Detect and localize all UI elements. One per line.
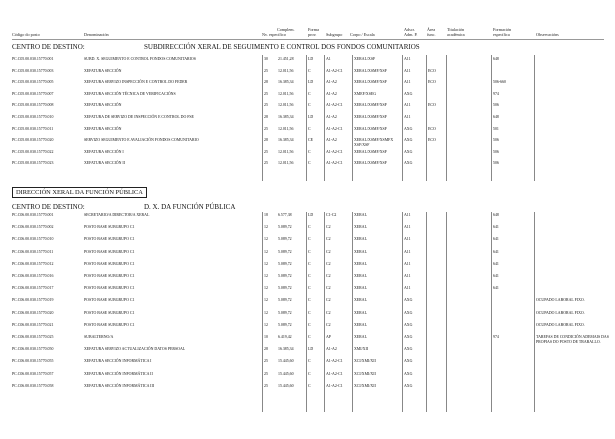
cell-adm: AXG xyxy=(404,138,413,143)
cell-fp: C xyxy=(308,359,311,364)
cell-adm: AXG xyxy=(404,371,413,376)
cell-corpo: XMEF/XSEG xyxy=(354,91,377,96)
cell-nv: 28 xyxy=(264,138,268,143)
header-forma: Forma xyxy=(308,27,319,32)
table-row xyxy=(0,69,615,78)
cell-form: 506 xyxy=(493,103,499,108)
cell-cod: PC.C06.00.030.15770.057 xyxy=(12,371,54,376)
cell-form: 641 xyxy=(493,225,499,230)
cell-adm: A11 xyxy=(404,115,411,119)
cell-fp: C xyxy=(308,335,311,339)
cell-sg: A1-A2-C1 xyxy=(326,68,343,73)
cell-den: POSTO BASE SUBGRUPO C1 xyxy=(84,310,135,315)
column-divider xyxy=(446,212,447,412)
cell-adm: AXG xyxy=(404,383,413,388)
column-divider xyxy=(402,212,403,412)
cell-fp: C xyxy=(308,149,311,154)
cell-fp: C xyxy=(308,286,311,291)
cell-cod: PC.C05.00.030.15770.008 xyxy=(12,103,54,108)
cell-nv: 28 xyxy=(264,80,268,85)
table-row xyxy=(0,115,615,124)
cell-corpo: XERAL xyxy=(354,213,367,217)
table-row xyxy=(0,161,615,170)
table-row xyxy=(0,274,615,283)
cell-fp: C xyxy=(308,161,311,166)
header-prov: prov. xyxy=(308,32,317,37)
cell-sg: C2 xyxy=(326,298,331,303)
cell-sg: C1-C2 xyxy=(326,213,337,217)
cell-den: XEFATURA SECCIÓN INFORMÁTICA II xyxy=(84,371,153,376)
cell-sg: A1-A2-C1 xyxy=(326,371,343,376)
cell-fp: CE xyxy=(308,138,313,143)
header-complem: Complem. xyxy=(277,27,295,32)
table-row xyxy=(0,225,615,234)
table-row xyxy=(0,323,615,332)
cell-nv: 12 xyxy=(264,237,268,242)
cell-corpo: XERAL/XSMF/XSF xyxy=(354,103,387,108)
cell-comp: 5.089,72 xyxy=(278,274,292,278)
cell-den: XEFATURA SECCIÓN xyxy=(84,103,122,108)
cell-den: SERVIZO SEGUIMENTO E AVALIACIÓN FONDOS COMUNITARIO xyxy=(84,138,199,143)
cell-cod: PC.C05.00.030.15770.007 xyxy=(12,91,54,96)
cell-form: 641 xyxy=(493,261,499,266)
cell-den: POSTO BASE SUBGRUPO C1 xyxy=(84,225,135,230)
cell-fp: LD xyxy=(308,213,314,217)
header-observacions: Observacións xyxy=(536,32,559,37)
cell-nv: 12 xyxy=(264,286,268,291)
cell-form: 648 xyxy=(493,57,499,61)
cell-form: 501 xyxy=(493,126,499,131)
cell-corpo: XERAL xyxy=(354,274,367,278)
cell-comp: 15.445,60 xyxy=(278,359,294,364)
cell-cod: PC.C06.00.030.15770.016 xyxy=(12,274,54,278)
cell-nv: 30 xyxy=(264,57,268,61)
cell-corpo: XCI/XMI/XII xyxy=(354,371,376,376)
cell-sg: C2 xyxy=(326,322,331,327)
cell-corpo: XERAL xyxy=(354,249,367,254)
cell-form: 506 xyxy=(493,138,499,143)
cell-sg: A1-A2-C1 xyxy=(326,383,343,388)
column-divider xyxy=(491,55,492,181)
table-row xyxy=(0,372,615,381)
cell-cod: PC.C05.00.030.15770.020 xyxy=(12,138,54,143)
cell-obs: OCUPADO LABORAL FIXO. xyxy=(536,322,585,327)
cell-sg: A1-A2-C1 xyxy=(326,126,343,131)
cell-area: ECO xyxy=(428,138,436,143)
cell-sg: C2 xyxy=(326,249,331,254)
cell-comp: 16.385,34 xyxy=(278,347,294,352)
cell-corpo: XERAL xyxy=(354,335,367,339)
cell-comp: 16.385,34 xyxy=(278,138,294,143)
cell-den: POSTO BASE SUBGRUPO C1 xyxy=(84,298,135,303)
cell-den: POSTO BASE SUBGRUPO C1 xyxy=(84,286,135,291)
cell-comp: 15.445,60 xyxy=(278,371,294,376)
cell-cod: PC.C05.00.030.15770.023 xyxy=(12,161,54,166)
cell-cod: PC.C06.00.030.15770.058 xyxy=(12,383,54,388)
cell-adm: A11 xyxy=(404,213,411,217)
cell-adm: A11 xyxy=(404,274,411,278)
cell-fp: LD xyxy=(308,80,314,85)
cell-fp: C xyxy=(308,103,311,108)
cell-adm: AXG xyxy=(404,322,413,327)
cell-fp: C xyxy=(308,274,311,278)
table-row xyxy=(0,262,615,271)
cell-corpo: XCI/XMI/XII xyxy=(354,383,376,388)
cell-adm: AXG xyxy=(404,149,413,154)
cell-den: XEFATURA SECCIÓN TÉCNICA DE VERIFICACIÓNS xyxy=(84,91,176,96)
cell-comp: 16.385,34 xyxy=(278,115,294,119)
cell-form: 641 xyxy=(493,249,499,254)
cell-sg: A1-A2 xyxy=(326,115,337,119)
cell-den: XEFATURA SECCIÓN I xyxy=(84,149,124,154)
cell-comp: 12.011,56 xyxy=(278,91,294,96)
column-divider xyxy=(491,212,492,412)
cell-form: 648 xyxy=(493,213,499,217)
cell-adm: A11 xyxy=(404,249,411,254)
cell-form: 648 xyxy=(493,115,499,119)
cell-cod: PC.C06.00.030.15770.021 xyxy=(12,322,54,327)
cell-adm: A11 xyxy=(404,237,411,242)
table-row xyxy=(0,298,615,307)
column-divider xyxy=(534,55,535,181)
cell-cod: PC.C06.00.030.15770.012 xyxy=(12,261,54,266)
cell-corpo: XERAL xyxy=(354,310,367,315)
cell-sg: C2 xyxy=(326,310,331,315)
cell-den: SUBALTERNO/A xyxy=(84,335,114,339)
table-row xyxy=(0,103,615,112)
table-row xyxy=(0,311,615,320)
cell-den: POSTO BASE SUBGRUPO C1 xyxy=(84,322,135,327)
cell-cod: PC.C05.00.030.15770.003 xyxy=(12,68,54,73)
cell-form: 974 xyxy=(493,335,499,339)
cell-corpo: XERAL xyxy=(354,298,367,303)
column-divider xyxy=(426,55,427,181)
table-row xyxy=(0,138,615,147)
cell-nv: 25 xyxy=(264,371,268,376)
cell-cod: PC.C06.00.030.15770.011 xyxy=(12,249,54,254)
cell-adm: A11 xyxy=(404,286,411,291)
cell-adm: A11 xyxy=(404,57,411,61)
cell-adm: AXG xyxy=(404,161,413,166)
header-adm-p: Adm. P. xyxy=(404,32,418,37)
header-codigo: Código do posto xyxy=(12,32,40,37)
column-divider xyxy=(306,55,307,181)
header-nv-especifico: Nv. específico xyxy=(262,32,286,37)
header-academica: académica xyxy=(447,32,465,37)
cell-corpo: XERAL/XSMF/XSF xyxy=(354,161,387,166)
cell-comp: 12.011,56 xyxy=(278,149,294,154)
cell-corpo: XERAL xyxy=(354,261,367,266)
centro-destino-title: SUBDIRECCIÓN XERAL DE SEGUIMENTO E CONTROL DOS FONDOS COMUNITARIOS xyxy=(144,43,420,51)
cell-corpo: XMI/XII xyxy=(354,347,369,352)
cell-adm: A11 xyxy=(404,261,411,266)
cell-form: 641 xyxy=(493,237,499,242)
cell-adm: A11 xyxy=(404,80,411,85)
cell-nv: 25 xyxy=(264,149,268,154)
cell-corpo: XERAL xyxy=(354,237,367,242)
cell-fp: C xyxy=(308,310,311,315)
cell-nv: 12 xyxy=(264,225,268,230)
cell-cod: PC.C05.00.030.15770.001 xyxy=(12,57,54,61)
cell-nv: 12 xyxy=(264,310,268,315)
cell-nv: 25 xyxy=(264,103,268,108)
cell-cod: PC.C05.00.030.15770.010 xyxy=(12,115,54,119)
cell-form: 974 xyxy=(493,91,499,96)
header-func: func. xyxy=(427,32,436,37)
cell-fp: C xyxy=(308,68,311,73)
header-subgrupo: Subgrupo xyxy=(326,32,343,37)
cell-comp: 5.089,72 xyxy=(278,322,292,327)
cell-cod: PC.C06.00.030.15770.025 xyxy=(12,335,54,339)
cell-cod: PC.C05.00.030.15770.022 xyxy=(12,149,54,154)
cell-fp: LD xyxy=(308,347,314,352)
cell-comp: 6.577,38 xyxy=(278,213,292,217)
header-especifica: específica xyxy=(493,32,510,37)
cell-sg: C2 xyxy=(326,274,331,278)
cell-adm: AXG xyxy=(404,359,413,364)
column-divider xyxy=(262,55,263,181)
cell-den: SUBD. X. SEGUIMENTO E CONTROL FONDOS COMUNITARIOS xyxy=(84,57,196,61)
cell-cod: PC.C06.00.030.15770.050 xyxy=(12,347,54,352)
centro-destino-label: CENTRO DE DESTINO: xyxy=(12,43,85,51)
cell-corpo: XERAL xyxy=(354,286,367,291)
cell-den: XEFATURA SECCIÓN INFORMÁTICA I xyxy=(84,359,152,364)
cell-nv: 25 xyxy=(264,161,268,166)
cell-adm: AXG xyxy=(404,335,413,339)
cell-den: XEFATURA SECCIÓN xyxy=(84,126,122,131)
header-formacion: Formación xyxy=(493,27,512,32)
column-divider xyxy=(402,55,403,181)
cell-nv: 12 xyxy=(264,298,268,303)
cell-nv: 25 xyxy=(264,91,268,96)
table-row xyxy=(0,57,615,66)
cell-adm: AXG xyxy=(404,91,413,96)
column-divider xyxy=(534,212,535,412)
header-adscr: Adscr. xyxy=(404,27,415,32)
cell-obs: OCUPADO LABORAL FIXO. xyxy=(536,310,585,315)
header-corpo-escala: Corpo / Escala xyxy=(350,32,375,37)
cell-cod: PC.C05.00.030.15770.011 xyxy=(12,126,54,131)
cell-sg: C2 xyxy=(326,286,331,291)
table-row xyxy=(0,92,615,101)
cell-nv: 18 xyxy=(264,213,268,217)
cell-comp: 5.089,72 xyxy=(278,249,292,254)
table-row xyxy=(0,213,615,222)
cell-den: POSTO BASE SUBGRUPO C1 xyxy=(84,274,135,278)
column-divider xyxy=(446,55,447,181)
cell-nv: 12 xyxy=(264,274,268,278)
cell-sg: A1-A2 xyxy=(326,347,337,352)
column-divider xyxy=(324,212,325,412)
centro-destino-label: CENTRO DE DESTINO: xyxy=(12,203,85,211)
centro-destino-title: D. X. DA FUNCIÓN PÚBLICA xyxy=(144,203,236,211)
cell-comp: 5.089,72 xyxy=(278,286,292,291)
header-denominacion: Denominación xyxy=(84,32,109,37)
cell-corpo: XERAL/XSF xyxy=(354,57,376,61)
cell-nv: 10 xyxy=(264,335,268,339)
table-row xyxy=(0,250,615,259)
cell-form: 506 xyxy=(493,149,499,154)
header-area: Área xyxy=(427,27,436,32)
cell-den: POSTO BASE SUBGRUPO C1 xyxy=(84,237,135,242)
cell-comp: 5.089,72 xyxy=(278,237,292,242)
cell-nv: 25 xyxy=(264,126,268,131)
cell-den: XEFATURA SERVIZO INSPECCIÓN E CONTROL DO FEDER xyxy=(84,80,188,85)
column-divider xyxy=(324,55,325,181)
cell-fp: C xyxy=(308,225,311,230)
cell-area: ECO xyxy=(428,126,436,131)
cell-nv: 25 xyxy=(264,68,268,73)
cell-comp: 5.089,72 xyxy=(278,261,292,266)
cell-cod: PC.C06.00.030.15770.020 xyxy=(12,310,54,315)
cell-sg: A1-A2-C1 xyxy=(326,103,343,108)
cell-den: XEFATURA DE SERVIZO DE INSPECCIÓN E CONTROL DO FSE xyxy=(84,115,194,119)
cell-sg: A1-A2-C1 xyxy=(326,149,343,154)
cell-form: 506-660 xyxy=(493,80,506,85)
cell-cod: PC.C05.00.030.15770.005 xyxy=(12,80,54,85)
column-divider xyxy=(352,212,353,412)
cell-den: XEFATURA SECCIÓN INFORMÁTICA III xyxy=(84,383,155,388)
cell-adm: A11 xyxy=(404,68,411,73)
cell-sg: A1-A2 xyxy=(326,91,337,96)
cell-comp: 16.385,34 xyxy=(278,80,294,85)
cell-nv: 25 xyxy=(264,359,268,364)
cell-corpo: XERAL/XSMF/XSF xyxy=(354,68,387,73)
cell-area: ECO xyxy=(428,103,436,108)
cell-sg: C2 xyxy=(326,261,331,266)
cell-corpo: XERAL/XSMF/XSF xyxy=(354,80,387,85)
cell-comp: 12.011,56 xyxy=(278,103,294,108)
header-titulacion: Titulación xyxy=(447,27,465,32)
cell-adm: AXG xyxy=(404,298,413,303)
table-row xyxy=(0,286,615,295)
cell-fp: LD xyxy=(308,57,314,61)
cell-area: ECO xyxy=(428,68,436,73)
cell-sg: A1-A2-C1 xyxy=(326,359,343,364)
cell-cod: PC.C06.00.030.15770.010 xyxy=(12,237,54,242)
cell-adm: AXG xyxy=(404,310,413,315)
column-divider xyxy=(306,212,307,412)
column-divider xyxy=(262,212,263,412)
table-row xyxy=(0,359,615,368)
direccion-xeral-box: DIRECCIÓN XERAL DA FUNCIÓN PÚBLICA xyxy=(12,187,147,198)
cell-den: POSTO BASE SUBGRUPO C1 xyxy=(84,261,135,266)
cell-corpo: XERAL/XSMF/XSF xyxy=(354,115,387,119)
table-row xyxy=(0,150,615,159)
cell-comp: 6.419,42 xyxy=(278,335,292,339)
cell-sg: C2 xyxy=(326,237,331,242)
cell-nv: 12 xyxy=(264,261,268,266)
cell-form: 506 xyxy=(493,161,499,166)
column-divider xyxy=(352,55,353,181)
cell-comp: 5.089,72 xyxy=(278,225,292,230)
cell-cod: PC.C06.00.030.15770.019 xyxy=(12,298,54,303)
cell-corpo: XERAL xyxy=(354,322,367,327)
table-row xyxy=(0,335,615,344)
table-row xyxy=(0,384,615,393)
cell-comp: 12.011,56 xyxy=(278,68,294,73)
cell-fp: C xyxy=(308,261,311,266)
cell-sg: A1-A2 xyxy=(326,138,337,143)
cell-area: ECO xyxy=(428,80,436,85)
cell-den: XEFATURA SECCIÓN II xyxy=(84,161,125,166)
cell-cod: PC.C06.00.030.15770.001 xyxy=(12,213,54,217)
cell-fp: C xyxy=(308,371,311,376)
cell-sg: C2 xyxy=(326,225,331,230)
cell-cod: PC.C06.00.030.15770.017 xyxy=(12,286,54,291)
cell-sg: AP xyxy=(326,335,331,339)
cell-den: SECRETARIO/A DIRECTOR/A XERAL xyxy=(84,213,150,217)
header-rule xyxy=(12,39,604,40)
cell-comp: 12.011,56 xyxy=(278,161,294,166)
cell-form: 641 xyxy=(493,274,499,278)
cell-sg: A1-A2-C1 xyxy=(326,161,343,166)
cell-comp: 5.089,72 xyxy=(278,310,292,315)
cell-adm: A11 xyxy=(404,225,411,230)
cell-fp: C xyxy=(308,298,311,303)
cell-corpo: XCI/XMI/XII xyxy=(354,359,376,364)
table-row xyxy=(0,237,615,246)
cell-fp: C xyxy=(308,237,311,242)
cell-comp: 5.089,72 xyxy=(278,298,292,303)
cell-fp: C xyxy=(308,91,311,96)
cell-corpo: XERAL/XSMF/XSMFX XSF/XSF xyxy=(354,138,394,147)
cell-fp: C xyxy=(308,322,311,327)
cell-corpo: XERAL/XSMF/XSF xyxy=(354,126,387,131)
table-row xyxy=(0,127,615,136)
cell-den: XEFATURA SERVIZO ACTUALIZACIÓN DATOS PERSOAL xyxy=(84,347,186,352)
cell-adm: A11 xyxy=(404,103,411,108)
cell-fp: C xyxy=(308,383,311,388)
cell-adm: AXG xyxy=(404,126,413,131)
cell-obs: OCUPADO LABORAL FIXO. xyxy=(536,298,585,303)
cell-den: POSTO BASE SUBGRUPO C1 xyxy=(84,249,135,254)
cell-corpo: XERAL/XSMF/XSF xyxy=(354,149,387,154)
cell-form: 641 xyxy=(493,286,499,291)
cell-cod: PC.C06.00.030.15770.002 xyxy=(12,225,54,230)
cell-fp: C xyxy=(308,126,311,131)
table-row xyxy=(0,80,615,89)
cell-adm: AXG xyxy=(404,347,413,352)
cell-fp: LD xyxy=(308,115,314,119)
cell-obs: TAREFAS DE CONDICIÓN ADEMAIS DAS PROPIAS DO POSTO DE TRABALLO. xyxy=(536,335,609,344)
cell-nv: 28 xyxy=(264,115,268,119)
cell-sg: A1 xyxy=(326,57,331,61)
cell-nv: 12 xyxy=(264,322,268,327)
table-row xyxy=(0,347,615,356)
cell-nv: 28 xyxy=(264,347,268,352)
column-divider xyxy=(426,212,427,412)
cell-comp: 21.451,28 xyxy=(278,57,294,61)
cell-comp: 12.011,56 xyxy=(278,126,294,131)
cell-cod: PC.C06.00.030.15770.055 xyxy=(12,359,54,364)
cell-comp: 15.445,60 xyxy=(278,383,294,388)
cell-corpo: XERAL xyxy=(354,225,367,230)
cell-fp: C xyxy=(308,249,311,254)
cell-nv: 25 xyxy=(264,383,268,388)
cell-sg: A1-A2 xyxy=(326,80,337,85)
cell-nv: 12 xyxy=(264,249,268,254)
cell-den: XEFATURA SECCIÓN xyxy=(84,68,122,73)
